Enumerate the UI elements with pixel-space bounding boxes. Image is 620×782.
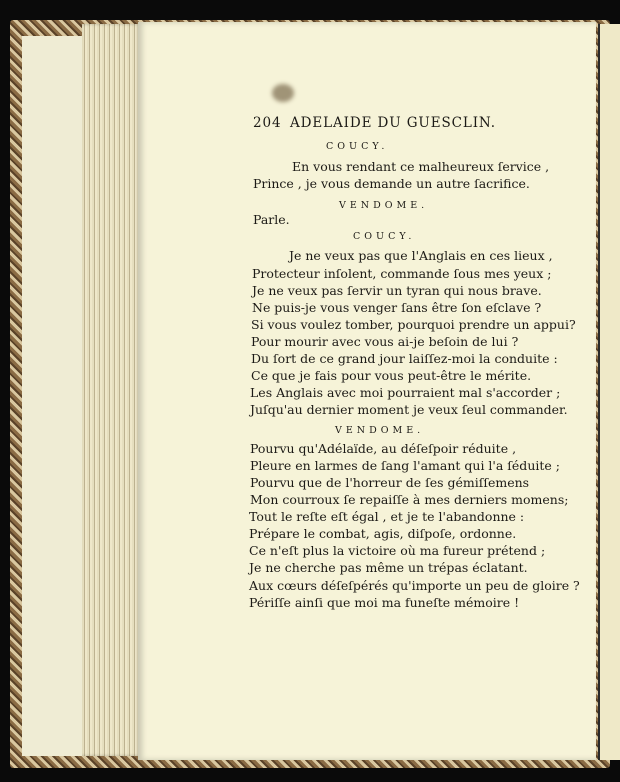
verse-line: Ne puis-je vous venger ſans être ſon eſclave ?: [252, 300, 542, 315]
verse-line: Prépare le combat, agis, diſpoſe, ordonne.: [249, 526, 517, 541]
verse-line: Parle.: [253, 212, 290, 227]
left-page-sliver: [22, 36, 86, 756]
speaker-label: COUCY.: [326, 141, 389, 152]
speaker-label: COUCY.: [353, 231, 416, 242]
verse-line: Ce que je fais pour vous peut-être le mérite.: [251, 368, 532, 383]
running-title: ADELAIDE DU GUESCLIN.: [290, 115, 496, 131]
verse-line: Juſqu'au dernier moment je veux ſeul commander.: [250, 402, 568, 417]
verse-line: Aux cœurs déſeſpérés qu'importe un peu de gloire ?: [249, 578, 580, 593]
verse-line: Pourvu qu'Adélaïde, au déſeſpoir réduite ,: [250, 441, 517, 456]
verse-line: Je ne cherche pas même un trépas éclatant.: [249, 560, 528, 575]
verse-line: Si vous voulez tomber, pourquoi prendre un appui?: [251, 317, 576, 332]
page-number: 204: [253, 115, 282, 131]
verse-line: Ce n'eſt plus la victoire où ma fureur prétend ;: [249, 543, 546, 558]
verse-line: Pour mourir avec vous ai-je beſoin de lui ?: [251, 334, 519, 349]
verse-line: Tout le reſte eſt égal , et je te l'abandonne :: [249, 509, 525, 524]
verse-line: Prince , je vous demande un autre ſacrifice.: [253, 176, 530, 191]
speaker-label: VENDOME.: [339, 200, 429, 211]
verse-line: Du ſort de ce grand jour laiſſez-moi la conduite :: [251, 351, 558, 366]
ink-stain: [272, 84, 294, 102]
verse-line: Protecteur inſolent, commande ſous mes yeux ;: [252, 266, 552, 281]
verse-line: Je ne veux pas que l'Anglais en ces lieux ,: [289, 248, 553, 263]
verse-line: Je ne veux pas ſervir un tyran qui nous brave.: [252, 283, 542, 298]
verse-line: Périſſe ainſi que moi ma funeſte mémoire !: [249, 595, 520, 610]
verse-line: Mon courroux ſe repaiſſe à mes derniers momens;: [250, 492, 569, 507]
verse-line: Pleure en larmes de ſang l'amant qui l'a ſéduite ;: [250, 458, 560, 473]
verse-line: Pourvu que de l'horreur de ſes gémiſſemens: [250, 475, 530, 490]
right-page-sliver: [598, 24, 620, 760]
verse-line: En vous rendant ce malheureux ſervice ,: [292, 159, 550, 174]
verse-line: Les Anglais avec moi pourraient mal s'accorder ;: [250, 385, 561, 400]
page-edges: [82, 24, 140, 756]
speaker-label: VENDOME.: [335, 425, 425, 436]
